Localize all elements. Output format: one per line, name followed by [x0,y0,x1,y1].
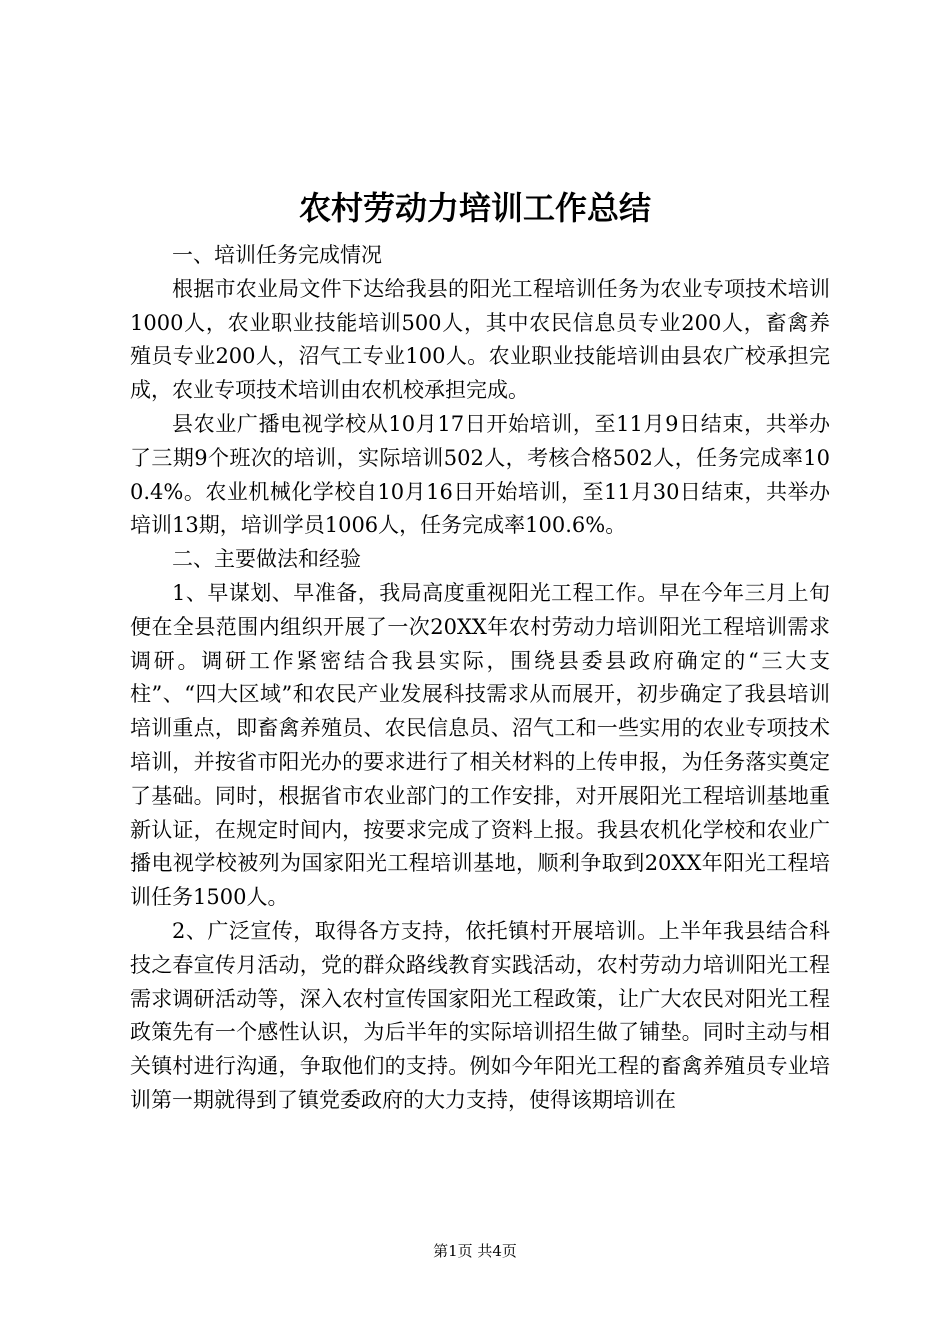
paragraph: 1、早谋划、早准备，我局高度重视阳光工程工作。早在今年三月上旬便在全县范围内组织开展了一次20XX年农村劳动力培训阳光工程培训需求调研。调研工作紧密结合我县实际，围绕县委县政府确定的“三大支柱”、“四大区域”和农民产业发展科技需求从而展开，初步确定了我县培训培训重点，即畜禽养殖员、农民信息员、沼气工和一些实用的农业专项技术培训，并按省市阳光办的要求进行了相关材料的上传申报，为任务落实奠定了基础。同时，根据省市农业部门的工作安排，对开展阳光工程培训基地重新认证，在规定时间内，按要求完成了资料上报。我县农机化学校和农业广播电视学校被列为国家阳光工程培训基地，顺利争取到20XX年阳光工程培训任务1500人。 [130,580,830,910]
paragraph: 2、广泛宣传，取得各方支持，依托镇村开展培训。上半年我县结合科技之春宣传月活动，党的群众路线教育实践活动，农村劳动力培训阳光工程需求调研活动等，深入农村宣传国家阳光工程政策，让广大农民对阳光工程政策先有一个感性认识，为后半年的实际培训招生做了铺垫。同时主动与相关镇村进行沟通，争取他们的支持。例如今年阳光工程的畜禽养殖员专业培训第一期就得到了镇党委政府的大力支持，使得该期培训在 [130,918,830,1112]
paragraph: 县农业广播电视学校从10月17日开始培训，至11月9日结束，共举办了三期9个班次的培训，实际培训502人，考核合格502人，任务完成率100.4%。农业机械化学校自10月16日开始培训，至11月30日结束，共举办培训13期，培训学员1006人，任务完成率100.6%。 [130,411,830,538]
document-body [130,239,830,1118]
paragraph: 根据市农业局文件下达给我县的阳光工程培训任务为农业专项技术培训1000人，农业职业技能培训500人，其中农民信息员专业200人，畜禽养殖员专业200人，沼气工专业100人。农业职业技能培训由县农广校承担完成，农业专项技术培训由农机校承担完成。 [130,276,830,403]
section-heading-1: 一、培训任务完成情况 [172,243,382,267]
page-footer: 第1页 共4页 [433,1242,517,1260]
section-heading-2: 二、主要做法和经验 [172,547,361,572]
document-title: 农村劳动力培训工作总结 [298,189,651,227]
